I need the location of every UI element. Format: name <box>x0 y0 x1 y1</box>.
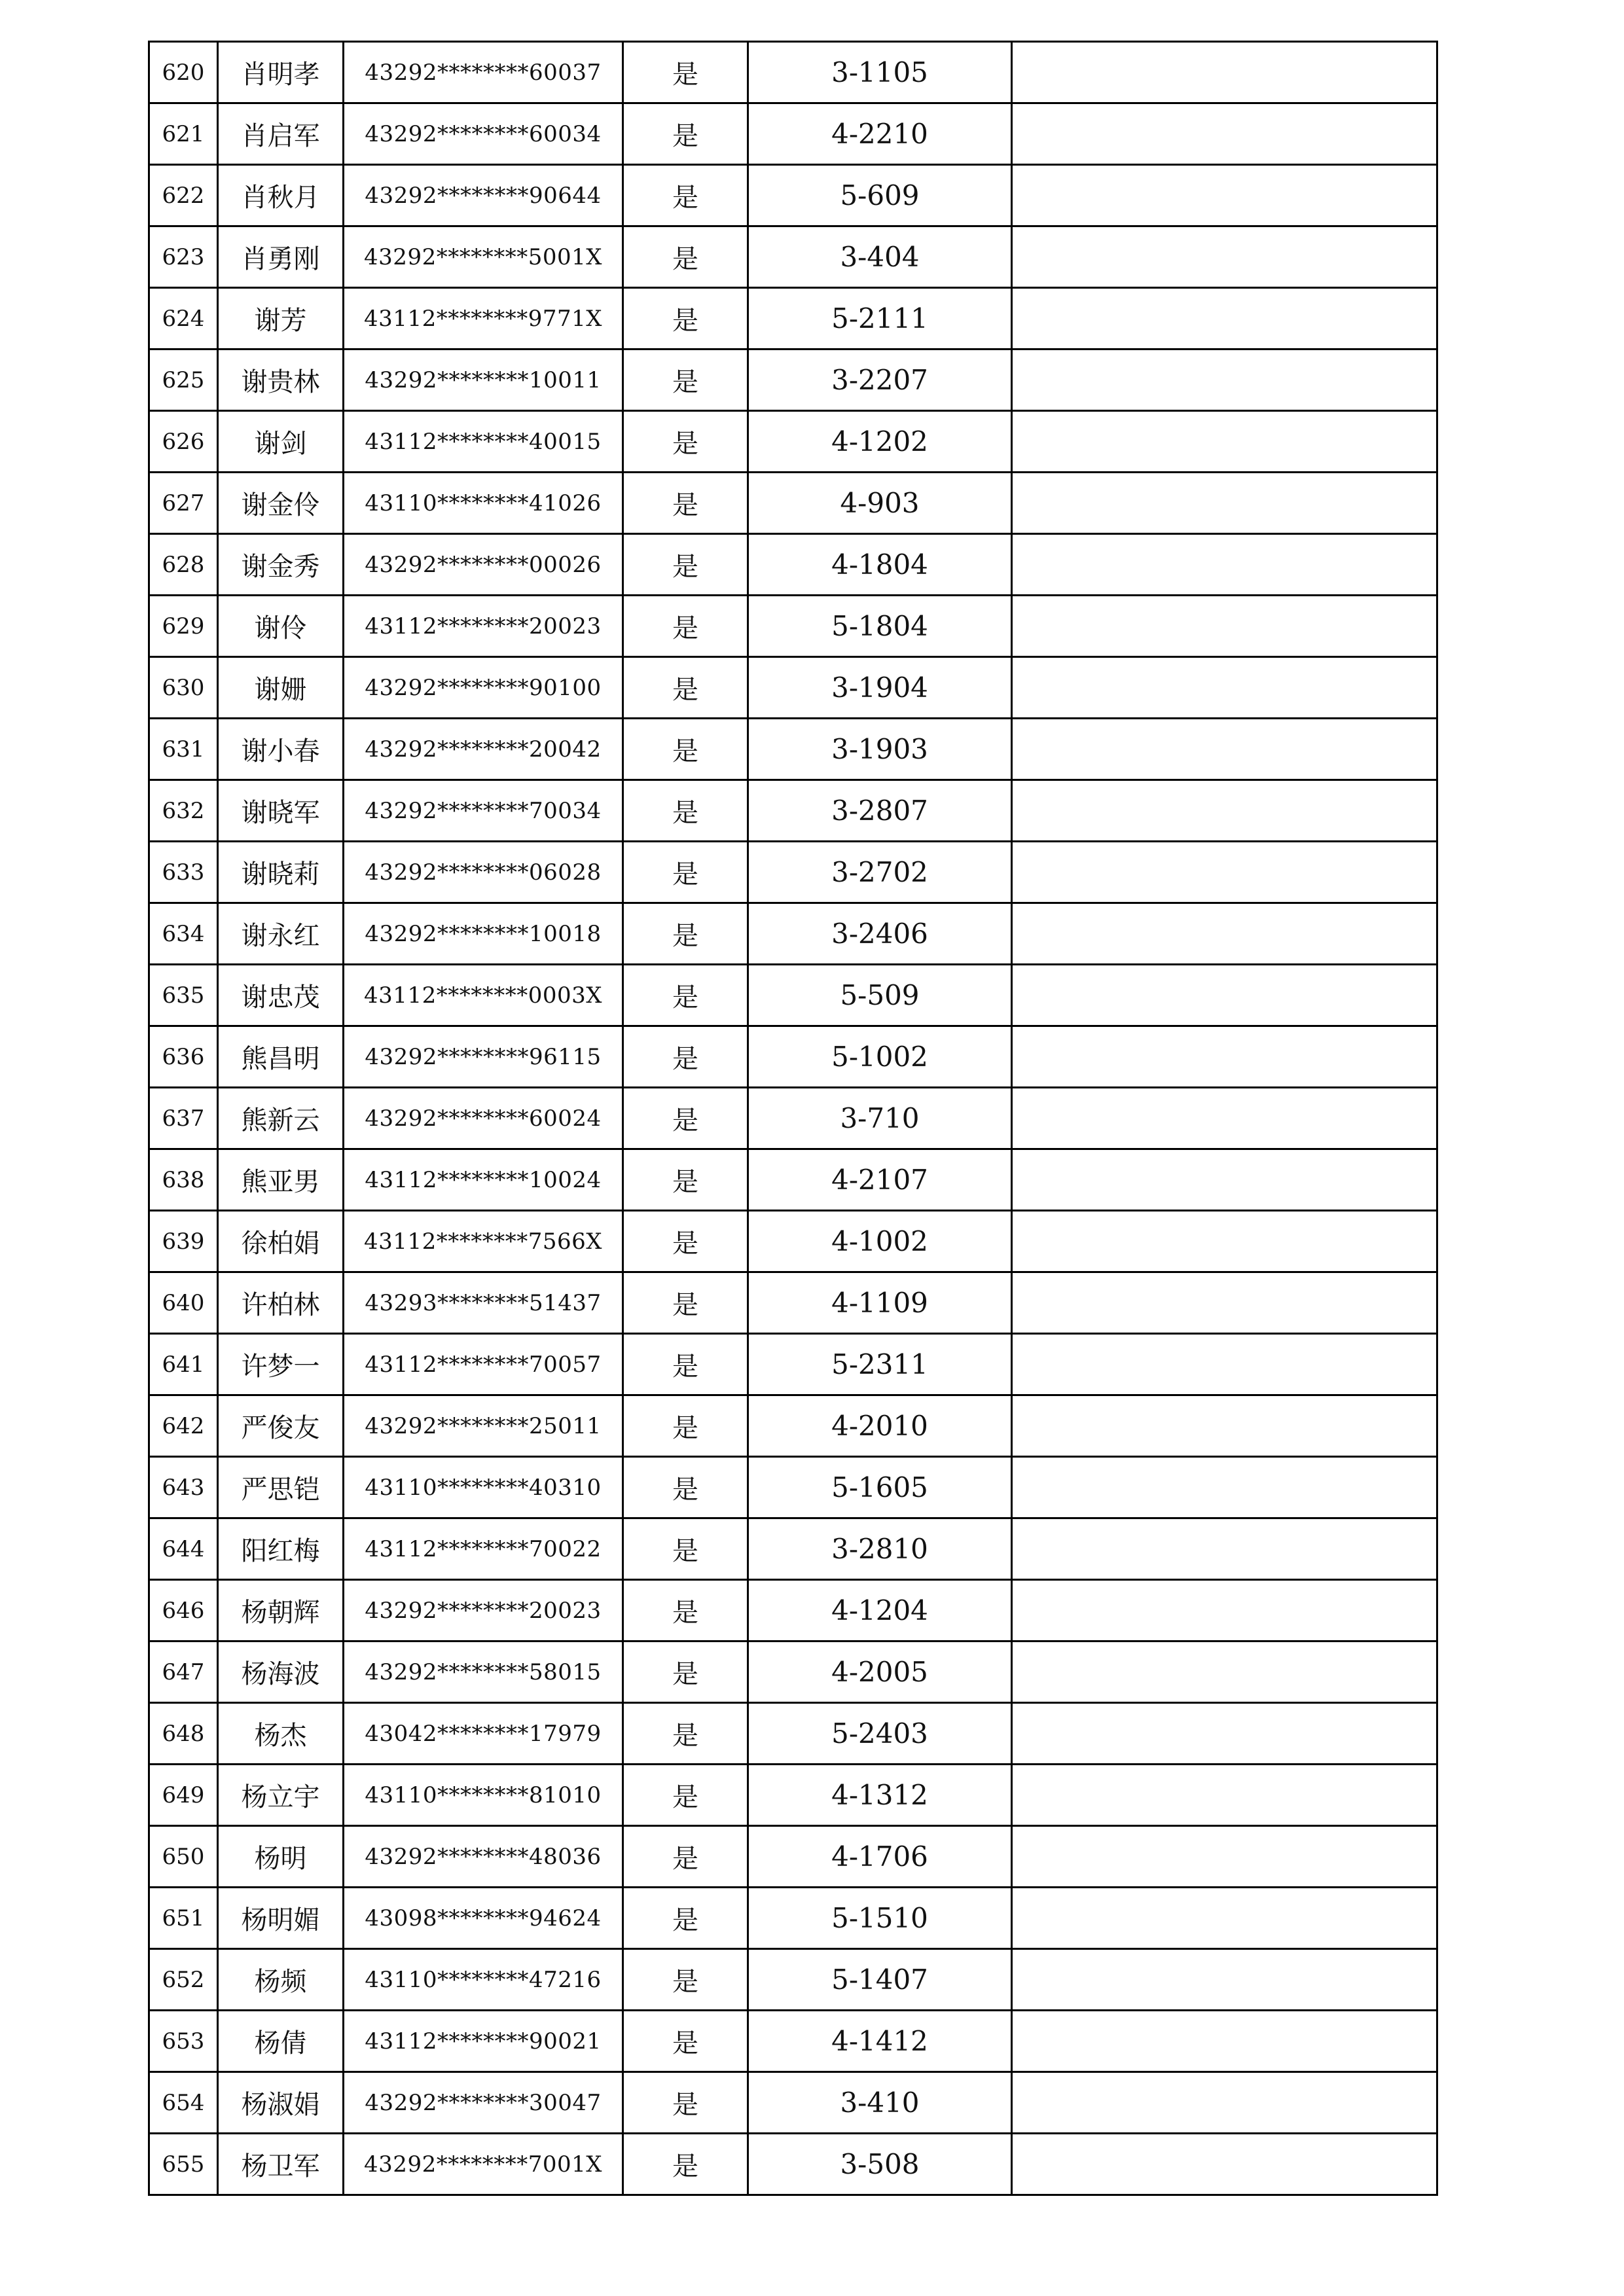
row-number-cell: 624 <box>149 288 218 350</box>
row-number-cell: 655 <box>149 2134 218 2195</box>
table-row <box>149 657 1437 719</box>
table-row <box>149 350 1437 411</box>
remarks-cell <box>1012 473 1437 534</box>
person-name-cell: 严俊友 <box>218 1395 344 1457</box>
id-number-cell: 43110********47216 <box>344 1949 623 2011</box>
person-name-cell: 谢姗 <box>218 657 344 719</box>
table-row <box>149 288 1437 350</box>
table-row <box>149 1641 1437 1703</box>
row-number-cell: 654 <box>149 2072 218 2134</box>
person-name-cell: 谢剑 <box>218 411 344 473</box>
id-number-cell: 43292********06028 <box>344 842 623 903</box>
row-number-cell: 651 <box>149 1888 218 1949</box>
id-number-cell: 43292********96115 <box>344 1026 623 1088</box>
room-number-cell: 4-2005 <box>748 1641 1012 1703</box>
row-number-cell: 630 <box>149 657 218 719</box>
table-row <box>149 42 1437 103</box>
table-row <box>149 842 1437 903</box>
person-name-cell: 谢永红 <box>218 903 344 965</box>
id-number-cell: 43292********10018 <box>344 903 623 965</box>
id-number-cell: 43292********90644 <box>344 165 623 226</box>
roster-table-body <box>149 42 1437 2195</box>
table-row <box>149 1334 1437 1395</box>
person-name-cell: 谢金秀 <box>218 534 344 596</box>
room-number-cell: 4-2210 <box>748 103 1012 165</box>
remarks-cell <box>1012 965 1437 1026</box>
remarks-cell <box>1012 1334 1437 1395</box>
room-number-cell: 5-2311 <box>748 1334 1012 1395</box>
person-name-cell: 谢伶 <box>218 596 344 657</box>
remarks-cell <box>1012 534 1437 596</box>
room-number-cell: 4-1706 <box>748 1826 1012 1888</box>
remarks-cell <box>1012 288 1437 350</box>
person-name-cell: 杨立宇 <box>218 1765 344 1826</box>
row-number-cell: 629 <box>149 596 218 657</box>
table-row <box>149 2134 1437 2195</box>
table-row <box>149 1395 1437 1457</box>
eligibility-cell: 是 <box>623 657 748 719</box>
person-name-cell: 熊昌明 <box>218 1026 344 1088</box>
remarks-cell <box>1012 596 1437 657</box>
person-name-cell: 许梦一 <box>218 1334 344 1395</box>
row-number-cell: 637 <box>149 1088 218 1149</box>
table-row <box>149 780 1437 842</box>
room-number-cell: 4-1804 <box>748 534 1012 596</box>
person-name-cell: 肖启军 <box>218 103 344 165</box>
table-row <box>149 411 1437 473</box>
id-number-cell: 43112********7566X <box>344 1211 623 1272</box>
id-number-cell: 43292********00026 <box>344 534 623 596</box>
eligibility-cell: 是 <box>623 2134 748 2195</box>
eligibility-cell: 是 <box>623 1334 748 1395</box>
id-number-cell: 43292********70034 <box>344 780 623 842</box>
remarks-cell <box>1012 2011 1437 2072</box>
row-number-cell: 622 <box>149 165 218 226</box>
person-name-cell: 肖明孝 <box>218 42 344 103</box>
remarks-cell <box>1012 657 1437 719</box>
person-name-cell: 严思铠 <box>218 1457 344 1518</box>
remarks-cell <box>1012 1580 1437 1641</box>
row-number-cell: 623 <box>149 226 218 288</box>
room-number-cell: 4-2107 <box>748 1149 1012 1211</box>
table-row <box>149 1457 1437 1518</box>
remarks-cell <box>1012 1457 1437 1518</box>
remarks-cell <box>1012 1641 1437 1703</box>
person-name-cell: 谢金伶 <box>218 473 344 534</box>
remarks-cell <box>1012 226 1437 288</box>
row-number-cell: 643 <box>149 1457 218 1518</box>
table-row <box>149 1888 1437 1949</box>
eligibility-cell: 是 <box>623 903 748 965</box>
eligibility-cell: 是 <box>623 1888 748 1949</box>
table-row <box>149 1826 1437 1888</box>
eligibility-cell: 是 <box>623 1641 748 1703</box>
id-number-cell: 43293********51437 <box>344 1272 623 1334</box>
room-number-cell: 3-1904 <box>748 657 1012 719</box>
id-number-cell: 43292********30047 <box>344 2072 623 2134</box>
room-number-cell: 4-1204 <box>748 1580 1012 1641</box>
remarks-cell <box>1012 1888 1437 1949</box>
table-row <box>149 165 1437 226</box>
person-name-cell: 杨明 <box>218 1826 344 1888</box>
table-row <box>149 1272 1437 1334</box>
id-number-cell: 43292********60024 <box>344 1088 623 1149</box>
remarks-cell <box>1012 1949 1437 2011</box>
table-row <box>149 719 1437 780</box>
id-number-cell: 43098********94624 <box>344 1888 623 1949</box>
person-name-cell: 杨卫军 <box>218 2134 344 2195</box>
eligibility-cell: 是 <box>623 1272 748 1334</box>
id-number-cell: 43112********70057 <box>344 1334 623 1395</box>
table-row <box>149 1149 1437 1211</box>
room-number-cell: 3-710 <box>748 1088 1012 1149</box>
person-name-cell: 谢小春 <box>218 719 344 780</box>
remarks-cell <box>1012 903 1437 965</box>
room-number-cell: 3-2702 <box>748 842 1012 903</box>
person-name-cell: 阳红梅 <box>218 1518 344 1580</box>
table-row <box>149 1949 1437 2011</box>
eligibility-cell: 是 <box>623 288 748 350</box>
person-name-cell: 杨倩 <box>218 2011 344 2072</box>
id-number-cell: 43292********7001X <box>344 2134 623 2195</box>
remarks-cell <box>1012 1395 1437 1457</box>
row-number-cell: 639 <box>149 1211 218 1272</box>
eligibility-cell: 是 <box>623 780 748 842</box>
eligibility-cell: 是 <box>623 1026 748 1088</box>
person-name-cell: 杨杰 <box>218 1703 344 1765</box>
row-number-cell: 641 <box>149 1334 218 1395</box>
id-number-cell: 43112********40015 <box>344 411 623 473</box>
row-number-cell: 646 <box>149 1580 218 1641</box>
row-number-cell: 648 <box>149 1703 218 1765</box>
person-name-cell: 杨频 <box>218 1949 344 2011</box>
eligibility-cell: 是 <box>623 226 748 288</box>
eligibility-cell: 是 <box>623 965 748 1026</box>
table-row <box>149 903 1437 965</box>
table-row <box>149 2072 1437 2134</box>
person-name-cell: 肖秋月 <box>218 165 344 226</box>
eligibility-cell: 是 <box>623 534 748 596</box>
person-name-cell: 熊新云 <box>218 1088 344 1149</box>
person-name-cell: 谢芳 <box>218 288 344 350</box>
person-name-cell: 熊亚男 <box>218 1149 344 1211</box>
row-number-cell: 647 <box>149 1641 218 1703</box>
eligibility-cell: 是 <box>623 1765 748 1826</box>
id-number-cell: 43292********60037 <box>344 42 623 103</box>
table-row <box>149 965 1437 1026</box>
remarks-cell <box>1012 1088 1437 1149</box>
table-row <box>149 226 1437 288</box>
table-row <box>149 2011 1437 2072</box>
id-number-cell: 43292********20042 <box>344 719 623 780</box>
row-number-cell: 633 <box>149 842 218 903</box>
id-number-cell: 43292********25011 <box>344 1395 623 1457</box>
table-row <box>149 473 1437 534</box>
room-number-cell: 4-1412 <box>748 2011 1012 2072</box>
eligibility-cell: 是 <box>623 2072 748 2134</box>
remarks-cell <box>1012 1765 1437 1826</box>
row-number-cell: 642 <box>149 1395 218 1457</box>
row-number-cell: 652 <box>149 1949 218 2011</box>
room-number-cell: 4-903 <box>748 473 1012 534</box>
eligibility-cell: 是 <box>623 1211 748 1272</box>
room-number-cell: 4-1109 <box>748 1272 1012 1334</box>
remarks-cell <box>1012 1272 1437 1334</box>
table-row <box>149 596 1437 657</box>
room-number-cell: 3-1105 <box>748 42 1012 103</box>
id-number-cell: 43292********20023 <box>344 1580 623 1641</box>
room-number-cell: 3-2406 <box>748 903 1012 965</box>
id-number-cell: 43292********10011 <box>344 350 623 411</box>
row-number-cell: 635 <box>149 965 218 1026</box>
person-name-cell: 谢晓军 <box>218 780 344 842</box>
eligibility-cell: 是 <box>623 1149 748 1211</box>
remarks-cell <box>1012 1211 1437 1272</box>
room-number-cell: 4-1202 <box>748 411 1012 473</box>
remarks-cell <box>1012 1149 1437 1211</box>
id-number-cell: 43292********90100 <box>344 657 623 719</box>
table-row <box>149 1703 1437 1765</box>
id-number-cell: 43112********9771X <box>344 288 623 350</box>
row-number-cell: 621 <box>149 103 218 165</box>
remarks-cell <box>1012 350 1437 411</box>
row-number-cell: 628 <box>149 534 218 596</box>
row-number-cell: 650 <box>149 1826 218 1888</box>
row-number-cell: 631 <box>149 719 218 780</box>
id-number-cell: 43110********41026 <box>344 473 623 534</box>
room-number-cell: 4-1312 <box>748 1765 1012 1826</box>
room-number-cell: 3-410 <box>748 2072 1012 2134</box>
eligibility-cell: 是 <box>623 1457 748 1518</box>
eligibility-cell: 是 <box>623 1088 748 1149</box>
table-row <box>149 1026 1437 1088</box>
room-number-cell: 4-2010 <box>748 1395 1012 1457</box>
id-number-cell: 43110********81010 <box>344 1765 623 1826</box>
id-number-cell: 43112********10024 <box>344 1149 623 1211</box>
eligibility-cell: 是 <box>623 411 748 473</box>
row-number-cell: 625 <box>149 350 218 411</box>
table-row <box>149 103 1437 165</box>
table-row <box>149 1518 1437 1580</box>
room-number-cell: 5-1605 <box>748 1457 1012 1518</box>
row-number-cell: 649 <box>149 1765 218 1826</box>
room-number-cell: 4-1002 <box>748 1211 1012 1272</box>
eligibility-cell: 是 <box>623 2011 748 2072</box>
room-number-cell: 3-2810 <box>748 1518 1012 1580</box>
remarks-cell <box>1012 42 1437 103</box>
room-number-cell: 5-1002 <box>748 1026 1012 1088</box>
person-name-cell: 谢晓莉 <box>218 842 344 903</box>
row-number-cell: 653 <box>149 2011 218 2072</box>
roster-table <box>148 41 1438 2196</box>
person-name-cell: 杨朝辉 <box>218 1580 344 1641</box>
id-number-cell: 43292********5001X <box>344 226 623 288</box>
person-name-cell: 杨淑娟 <box>218 2072 344 2134</box>
room-number-cell: 5-609 <box>748 165 1012 226</box>
remarks-cell <box>1012 1826 1437 1888</box>
room-number-cell: 3-1903 <box>748 719 1012 780</box>
eligibility-cell: 是 <box>623 596 748 657</box>
remarks-cell <box>1012 411 1437 473</box>
id-number-cell: 43110********40310 <box>344 1457 623 1518</box>
row-number-cell: 626 <box>149 411 218 473</box>
row-number-cell: 638 <box>149 1149 218 1211</box>
person-name-cell: 许柏林 <box>218 1272 344 1334</box>
remarks-cell <box>1012 842 1437 903</box>
id-number-cell: 43292********48036 <box>344 1826 623 1888</box>
id-number-cell: 43112********90021 <box>344 2011 623 2072</box>
remarks-cell <box>1012 2134 1437 2195</box>
remarks-cell <box>1012 719 1437 780</box>
row-number-cell: 634 <box>149 903 218 965</box>
remarks-cell <box>1012 1026 1437 1088</box>
room-number-cell: 5-2403 <box>748 1703 1012 1765</box>
room-number-cell: 3-508 <box>748 2134 1012 2195</box>
person-name-cell: 杨海波 <box>218 1641 344 1703</box>
row-number-cell: 620 <box>149 42 218 103</box>
person-name-cell: 徐柏娟 <box>218 1211 344 1272</box>
eligibility-cell: 是 <box>623 1395 748 1457</box>
row-number-cell: 632 <box>149 780 218 842</box>
eligibility-cell: 是 <box>623 473 748 534</box>
room-number-cell: 5-1407 <box>748 1949 1012 2011</box>
remarks-cell <box>1012 2072 1437 2134</box>
table-row <box>149 1580 1437 1641</box>
id-number-cell: 43042********17979 <box>344 1703 623 1765</box>
room-number-cell: 5-1510 <box>748 1888 1012 1949</box>
table-row <box>149 534 1437 596</box>
remarks-cell <box>1012 780 1437 842</box>
eligibility-cell: 是 <box>623 1703 748 1765</box>
id-number-cell: 43112********0003X <box>344 965 623 1026</box>
eligibility-cell: 是 <box>623 1826 748 1888</box>
eligibility-cell: 是 <box>623 350 748 411</box>
eligibility-cell: 是 <box>623 42 748 103</box>
table-row <box>149 1088 1437 1149</box>
row-number-cell: 627 <box>149 473 218 534</box>
person-name-cell: 杨明媚 <box>218 1888 344 1949</box>
table-row <box>149 1765 1437 1826</box>
person-name-cell: 谢忠茂 <box>218 965 344 1026</box>
row-number-cell: 644 <box>149 1518 218 1580</box>
table-row <box>149 1211 1437 1272</box>
row-number-cell: 636 <box>149 1026 218 1088</box>
remarks-cell <box>1012 165 1437 226</box>
remarks-cell <box>1012 1518 1437 1580</box>
person-name-cell: 谢贵林 <box>218 350 344 411</box>
id-number-cell: 43292********58015 <box>344 1641 623 1703</box>
eligibility-cell: 是 <box>623 1580 748 1641</box>
eligibility-cell: 是 <box>623 1949 748 2011</box>
room-number-cell: 3-2207 <box>748 350 1012 411</box>
eligibility-cell: 是 <box>623 842 748 903</box>
id-number-cell: 43112********70022 <box>344 1518 623 1580</box>
row-number-cell: 640 <box>149 1272 218 1334</box>
remarks-cell <box>1012 103 1437 165</box>
room-number-cell: 3-404 <box>748 226 1012 288</box>
id-number-cell: 43112********20023 <box>344 596 623 657</box>
person-name-cell: 肖勇刚 <box>218 226 344 288</box>
eligibility-cell: 是 <box>623 103 748 165</box>
id-number-cell: 43292********60034 <box>344 103 623 165</box>
room-number-cell: 3-2807 <box>748 780 1012 842</box>
room-number-cell: 5-509 <box>748 965 1012 1026</box>
room-number-cell: 5-2111 <box>748 288 1012 350</box>
remarks-cell <box>1012 1703 1437 1765</box>
eligibility-cell: 是 <box>623 1518 748 1580</box>
room-number-cell: 5-1804 <box>748 596 1012 657</box>
eligibility-cell: 是 <box>623 165 748 226</box>
eligibility-cell: 是 <box>623 719 748 780</box>
